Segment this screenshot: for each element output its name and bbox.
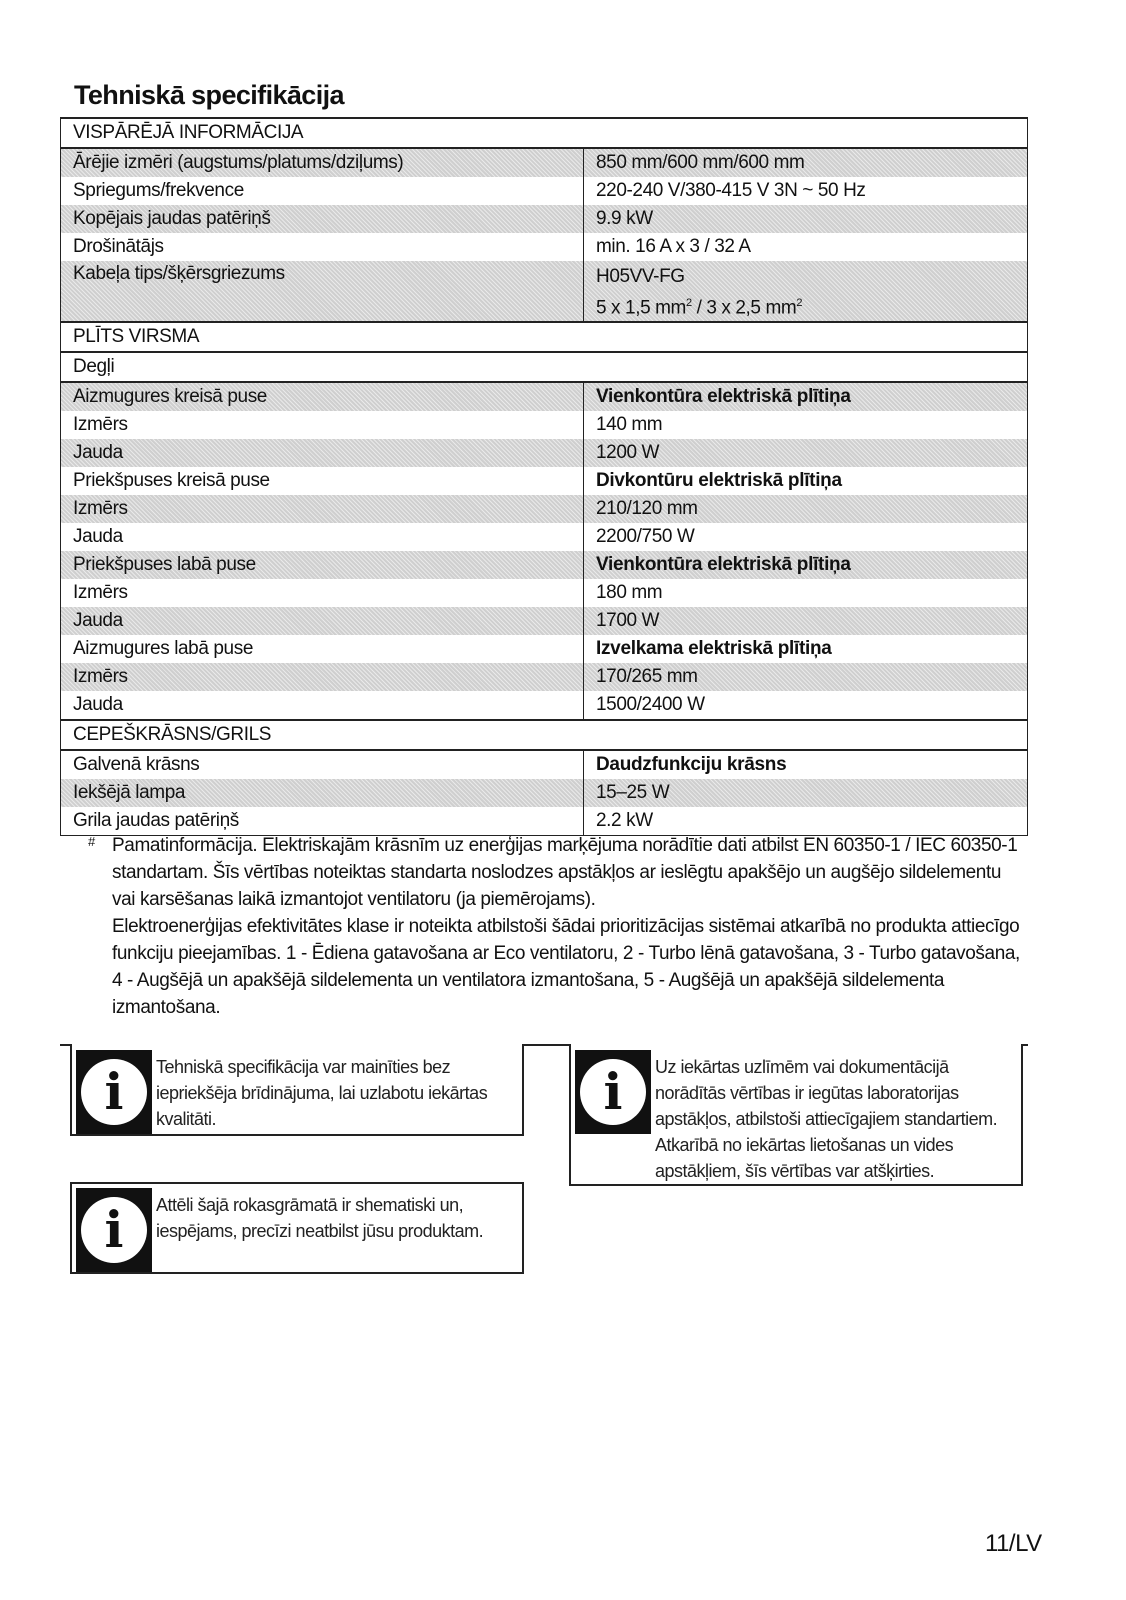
row-label: Galvenā krāsns bbox=[61, 750, 584, 779]
row-value: Divkontūru elektriskā plītiņa bbox=[584, 467, 1028, 495]
table-row bbox=[61, 382, 1028, 411]
table-row bbox=[61, 233, 1028, 261]
info-box bbox=[569, 1044, 1023, 1186]
info-icon: i bbox=[575, 1050, 651, 1134]
footnote-paragraph: Elektroenerģijas efektivitātes klase ir noteikta atbilstoši šādai prioritizācijas sistēmai atkarībā no produkta attiecīgo funkciju pieejamības. 1 - Ēdiena gatavošana ar Eco ventilatoru, 2 - Turbo lēnā gatavošana, 3 - Turbo gatavošana, 4 - Augšējā un apakšējā sildelementa un ventilatora izmantošana, 5 - Augšējā un apakšējā sildelementa izmantošana. bbox=[112, 916, 1020, 1018]
row-value: 1200 W bbox=[584, 439, 1028, 467]
superscript: 2 bbox=[796, 297, 803, 309]
table-row bbox=[61, 551, 1028, 579]
table-row bbox=[61, 467, 1028, 495]
row-label: Grila jaudas patēriņš bbox=[61, 807, 584, 836]
info-icon: i bbox=[76, 1050, 152, 1134]
table-row bbox=[61, 607, 1028, 635]
row-label: Kabeļa tips/šķērsgriezums bbox=[61, 261, 584, 322]
info-box bbox=[70, 1182, 524, 1274]
table-row bbox=[61, 439, 1028, 467]
section-heading: CEPEŠKRĀSNS/GRILS bbox=[61, 720, 1028, 750]
row-label: Izmērs bbox=[61, 495, 584, 523]
table-row bbox=[61, 495, 1028, 523]
row-value: 180 mm bbox=[584, 579, 1028, 607]
table-row bbox=[61, 635, 1028, 663]
row-value: 1700 W bbox=[584, 607, 1028, 635]
row-label: Iekšējā lampa bbox=[61, 779, 584, 807]
info-icon: i bbox=[76, 1188, 152, 1272]
section-heading: PLĪTS VIRSMA bbox=[61, 322, 1028, 352]
row-value: Vienkontūra elektriskā plītiņa bbox=[584, 382, 1028, 411]
table-row bbox=[61, 205, 1028, 233]
table-row bbox=[61, 579, 1028, 607]
row-label: Aizmugures labā puse bbox=[61, 635, 584, 663]
row-value: 850 mm/600 mm/600 mm bbox=[584, 148, 1028, 177]
row-value: 2.2 kW bbox=[584, 807, 1028, 836]
row-label: Jauda bbox=[61, 607, 584, 635]
section-row bbox=[61, 118, 1028, 148]
row-label: Jauda bbox=[61, 691, 584, 720]
table-row bbox=[61, 779, 1028, 807]
table-row bbox=[61, 148, 1028, 177]
row-value: 210/120 mm bbox=[584, 495, 1028, 523]
row-label: Drošinātājs bbox=[61, 233, 584, 261]
row-value: 15–25 W bbox=[584, 779, 1028, 807]
row-label: Jauda bbox=[61, 523, 584, 551]
table-row bbox=[61, 411, 1028, 439]
table-row-cable bbox=[61, 261, 1028, 322]
cable-line-2 bbox=[596, 290, 1015, 321]
row-label: Aizmugures kreisā puse bbox=[61, 382, 584, 411]
row-value: 140 mm bbox=[584, 411, 1028, 439]
subsection-row bbox=[61, 352, 1028, 382]
row-value: 2200/750 W bbox=[584, 523, 1028, 551]
table-row bbox=[61, 750, 1028, 779]
info-text: Tehniskā specifikācija var mainīties bez iepriekšēja brīdinājuma, lai uzlabotu iekārtas kvalitāti. bbox=[156, 1057, 488, 1129]
row-label: Izmērs bbox=[61, 579, 584, 607]
cable-line-1: H05VV-FG bbox=[596, 266, 685, 287]
table-row bbox=[61, 523, 1028, 551]
row-value: 9.9 kW bbox=[584, 205, 1028, 233]
table-row bbox=[61, 691, 1028, 720]
row-label: Ārējie izmēri (augstums/platums/dziļums) bbox=[61, 148, 584, 177]
table-row bbox=[61, 177, 1028, 205]
section-row bbox=[61, 322, 1028, 352]
row-label: Priekšpuses labā puse bbox=[61, 551, 584, 579]
row-value: 170/265 mm bbox=[584, 663, 1028, 691]
subsection-heading: Degļi bbox=[61, 352, 1028, 382]
row-value-cable bbox=[584, 261, 1028, 322]
box-top-border bbox=[70, 1182, 524, 1184]
page-title: Tehniskā specifikācija bbox=[74, 80, 344, 110]
row-value: Izvelkama elektriskā plītiņa bbox=[584, 635, 1028, 663]
table-row bbox=[61, 663, 1028, 691]
row-label: Izmērs bbox=[61, 411, 584, 439]
row-value: 1500/2400 W bbox=[584, 691, 1028, 720]
cable-part-b: / 3 x 2,5 mm bbox=[691, 297, 797, 319]
footnote-paragraph: Pamatinformācija. Elektriskajām krāsnīm uz enerģijas marķējuma norādītie dati atbilst EN 60350-1 / IEC 60350-1 standartam. Šīs vērtības noteiktas standarta noslodzes apstākļos ar ieslēgtu apakšējo un augšējo sildelementu vai karsēšanas laikā izmantojot ventilatoru (ja piemērojams). bbox=[112, 835, 1018, 910]
cable-part-a: 5 x 1,5 mm bbox=[596, 297, 686, 319]
row-value: min. 16 A x 3 / 32 A bbox=[584, 233, 1028, 261]
row-value: Daudzfunkciju krāsns bbox=[584, 750, 1028, 779]
section-heading: VISPĀRĒJĀ INFORMĀCIJA bbox=[61, 118, 1028, 148]
row-label: Spriegums/frekvence bbox=[61, 177, 584, 205]
footnote bbox=[88, 832, 1028, 1021]
footnote-marker: # bbox=[88, 834, 95, 849]
row-value: Vienkontūra elektriskā plītiņa bbox=[584, 551, 1028, 579]
superscript: 2 bbox=[685, 297, 692, 309]
row-value: 220-240 V/380-415 V 3N ~ 50 Hz bbox=[584, 177, 1028, 205]
row-label: Priekšpuses kreisā puse bbox=[61, 467, 584, 495]
section-row bbox=[61, 720, 1028, 750]
row-label: Izmērs bbox=[61, 663, 584, 691]
spec-table bbox=[60, 117, 1028, 836]
page-number: 11/LV bbox=[985, 1530, 1042, 1557]
info-text: Attēli šajā rokasgrāmatā ir shematiski un, iespējams, precīzi neatbilst jūsu produktam. bbox=[156, 1195, 484, 1241]
row-label: Jauda bbox=[61, 439, 584, 467]
info-box bbox=[70, 1044, 524, 1136]
row-label: Kopējais jaudas patēriņš bbox=[61, 205, 584, 233]
info-text: Uz iekārtas uzlīmēm vai dokumentācijā norādītās vērtības ir iegūtas laboratorijas apstākļos, atbilstoši attiecīgajiem standartiem. Atkarībā no iekārtas lietošanas un vides apstākļiem, šīs vērtības var atšķirties. bbox=[655, 1057, 998, 1181]
